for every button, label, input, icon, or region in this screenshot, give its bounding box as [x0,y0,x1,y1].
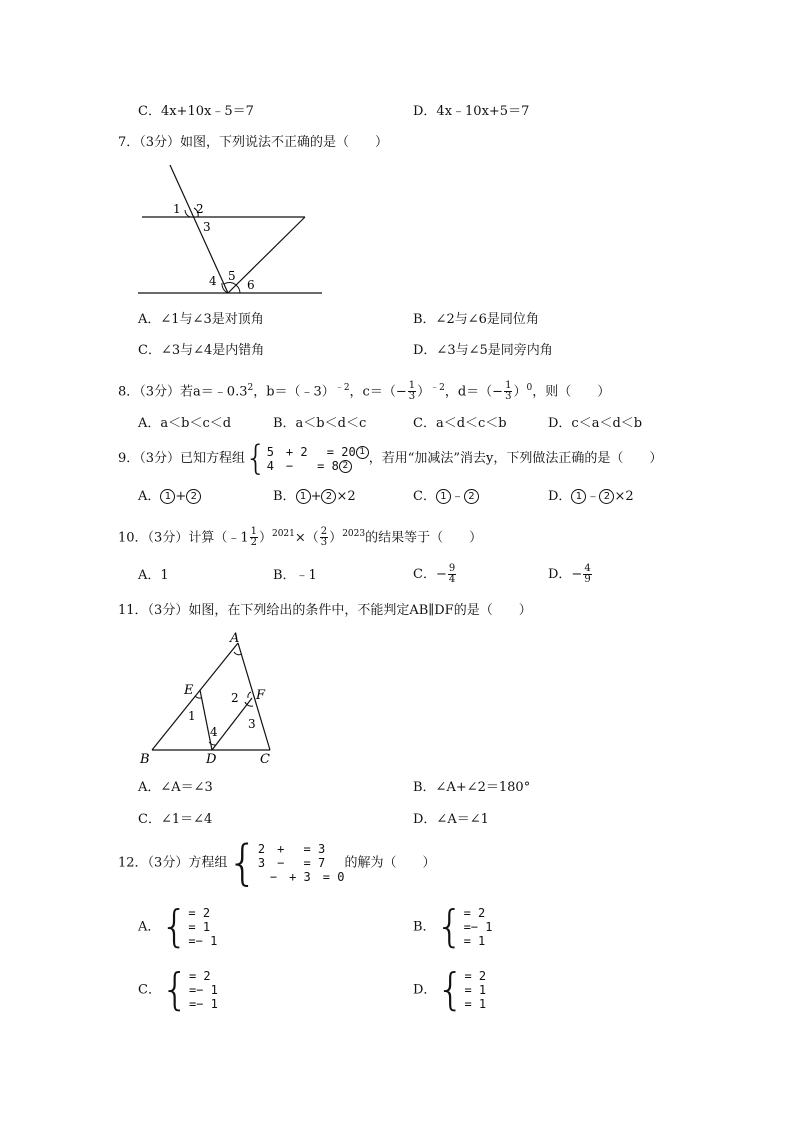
q11-label-c: C [260,752,270,767]
q7-label-1: 1 [173,202,181,216]
q6-option-d: D．4x﹣10x+5＝7 [413,104,530,119]
q10-fraction-2: $\frac{2}{3}$ [320,526,328,549]
q12-brace: { [227,835,258,891]
q8-c-fraction: $\frac{1}{3}$ [408,380,416,403]
q11-arc-2 [248,692,251,698]
q7-arc-1 [185,210,190,217]
q11-option-c: C．∠1＝∠4 [138,812,213,827]
q8-option-d: D．c＜a＜d＜b [548,416,643,431]
q9-option-c: C． 1 ﹣ 2 [413,489,479,505]
q10-stem: 10．（3分）计算（﹣1 $\frac{1}{2}$ ）$^{2021}$×（ $\frac{2}{3}$ ）$^{2023}$的结果等于（ ） [118,526,483,549]
q8-d-exp: 0 [526,383,533,393]
q9-stem [118,438,663,479]
q7-figure [130,160,330,300]
q11-figure [130,628,290,768]
q12-option-d: D．{ = 2 = 1 = 1 [413,964,487,1015]
q9-system [267,445,369,473]
q7-label-4: 4 [209,274,217,288]
q12-prefix: 12．（3分）方程组 [118,855,228,871]
q10-prefix: 10．（3分）计算（﹣1 [118,530,249,546]
q11-label-1: 1 [188,709,196,723]
q8-b-exp: ﹣2 [334,383,350,393]
q7-label-2: 2 [196,202,204,216]
q9-prefix: 9．（3分）已知方程组 [118,451,246,466]
q10-fraction-1: $\frac{1}{2}$ [250,526,257,549]
q11-label-4: 4 [210,725,218,739]
q8-c-exp: ﹣2 [430,383,445,393]
q11-label-b: B [140,752,150,767]
q10-exp-2: 2023 [342,529,366,539]
q11-arc-4 [209,742,216,745]
q9-option-d: D． 1 ﹣ 2 ×2 [548,489,634,504]
q11-label-a: A [230,631,240,646]
q8-d-fraction: $\frac{1}{3}$ [505,380,512,403]
q12-option-c: C．{ = 2 =− 1 =− 1 [138,964,218,1015]
q8-a-exp: 2 [247,383,254,393]
q12-stem [118,835,436,891]
q10-option-a: A．1 [138,568,169,583]
q7-label-3: 3 [203,220,211,234]
q10-times: ×（ [294,530,319,546]
q11-label-3: 3 [248,717,256,731]
q7-transversal-2 [228,217,305,293]
q11-label-f: F [256,688,266,703]
q9-eq1: 5 + 2 = 20 [266,444,356,459]
q7-option-a: A．∠1与∠3是对顶角 [138,312,264,327]
q11-label-2: 2 [231,691,239,705]
q11-option-d: D．∠A＝∠1 [413,812,489,827]
q11-option-a: A．∠A＝∠3 [138,780,213,795]
q10-suffix: 的结果等于（ ） [365,530,483,546]
q11-segment-df [212,698,252,750]
q10-option-b: B．﹣1 [273,568,317,583]
q8-d: ，d＝（− [444,384,504,400]
q9-brace: { [245,438,267,479]
q9-eq1-mark: 1 [356,446,369,459]
q9-eq2: 4 − = 8 [266,458,339,473]
q6-option-c: C．4x+10x﹣5＝7 [138,104,254,119]
q10-option-c: C．− $\frac{9}{4}$ [413,563,456,585]
q12-system: 2 + = 3 3 − = 7 − + 3 = 0 [257,842,345,884]
q12-suffix: 的解为（ ） [344,855,436,871]
q11-label-e: E [184,683,194,698]
q11-arc-1 [195,696,201,698]
q8-prefix: 8．（3分）若 [118,384,194,400]
q7-stem: 7．（3分）如图，下列说法不正确的是（ ） [118,135,389,150]
q8-option-c: C．a＜d＜c＜b [413,416,507,431]
q7-label-6: 6 [247,278,255,292]
q10-option-d: D．− $\frac{4}{9}$ [548,563,591,585]
q7-label-5: 5 [228,269,236,283]
q8-a: a＝﹣0.3 [193,384,248,400]
q7-option-d: D．∠3与∠5是同旁内角 [413,343,553,358]
q8-suffix: ，则（ ） [532,384,611,400]
q12-option-b: B．{ = 2 =− 1 = 1 [413,901,493,952]
q10-exp-1: 2021 [271,529,295,539]
q9-suffix: ，若用“加减法”消去y，下列做法正确的是（ ） [368,451,663,466]
q8-c: ，c＝（− [349,384,407,400]
q9-option-b: B． 1 + 2 ×2 [273,489,356,504]
q11-segment-ed [200,690,212,750]
q7-arc-6 [236,285,240,293]
q11-label-d: D [206,752,217,767]
q8-option-a: A．a＜b＜c＜d [138,416,232,431]
q8-option-b: B．a＜b＜d＜c [273,416,367,431]
q11-option-b: B．∠A+∠2＝180° [413,780,531,795]
q9-eq2-mark: 2 [339,460,352,473]
q11-side-ac [238,643,270,750]
q11-stem: 11．（3分）如图，在下列给出的条件中，不能判定AB∥DF的是（ ） [118,603,532,618]
q9-option-a: A． 1 + 2 [138,489,201,505]
q7-option-c: C．∠3与∠4是内错角 [138,343,265,358]
q7-option-b: B．∠2与∠6是同位角 [413,312,539,327]
q7-transversal-1 [170,165,228,293]
q12-option-a: A．{ = 2 = 1 =− 1 [138,901,218,952]
q8-stem: 8．（3分）若$a=﹣0.3^2$，b＝（﹣3）$^{﹣2}$，c＝（− $\frac{1}{3}$ ）$^{﹣2}$，d＝（− $\frac{1}{3}$ ）$^0$，则（ ） [118,380,611,403]
q8-b: ，b＝（﹣3） [253,384,335,400]
